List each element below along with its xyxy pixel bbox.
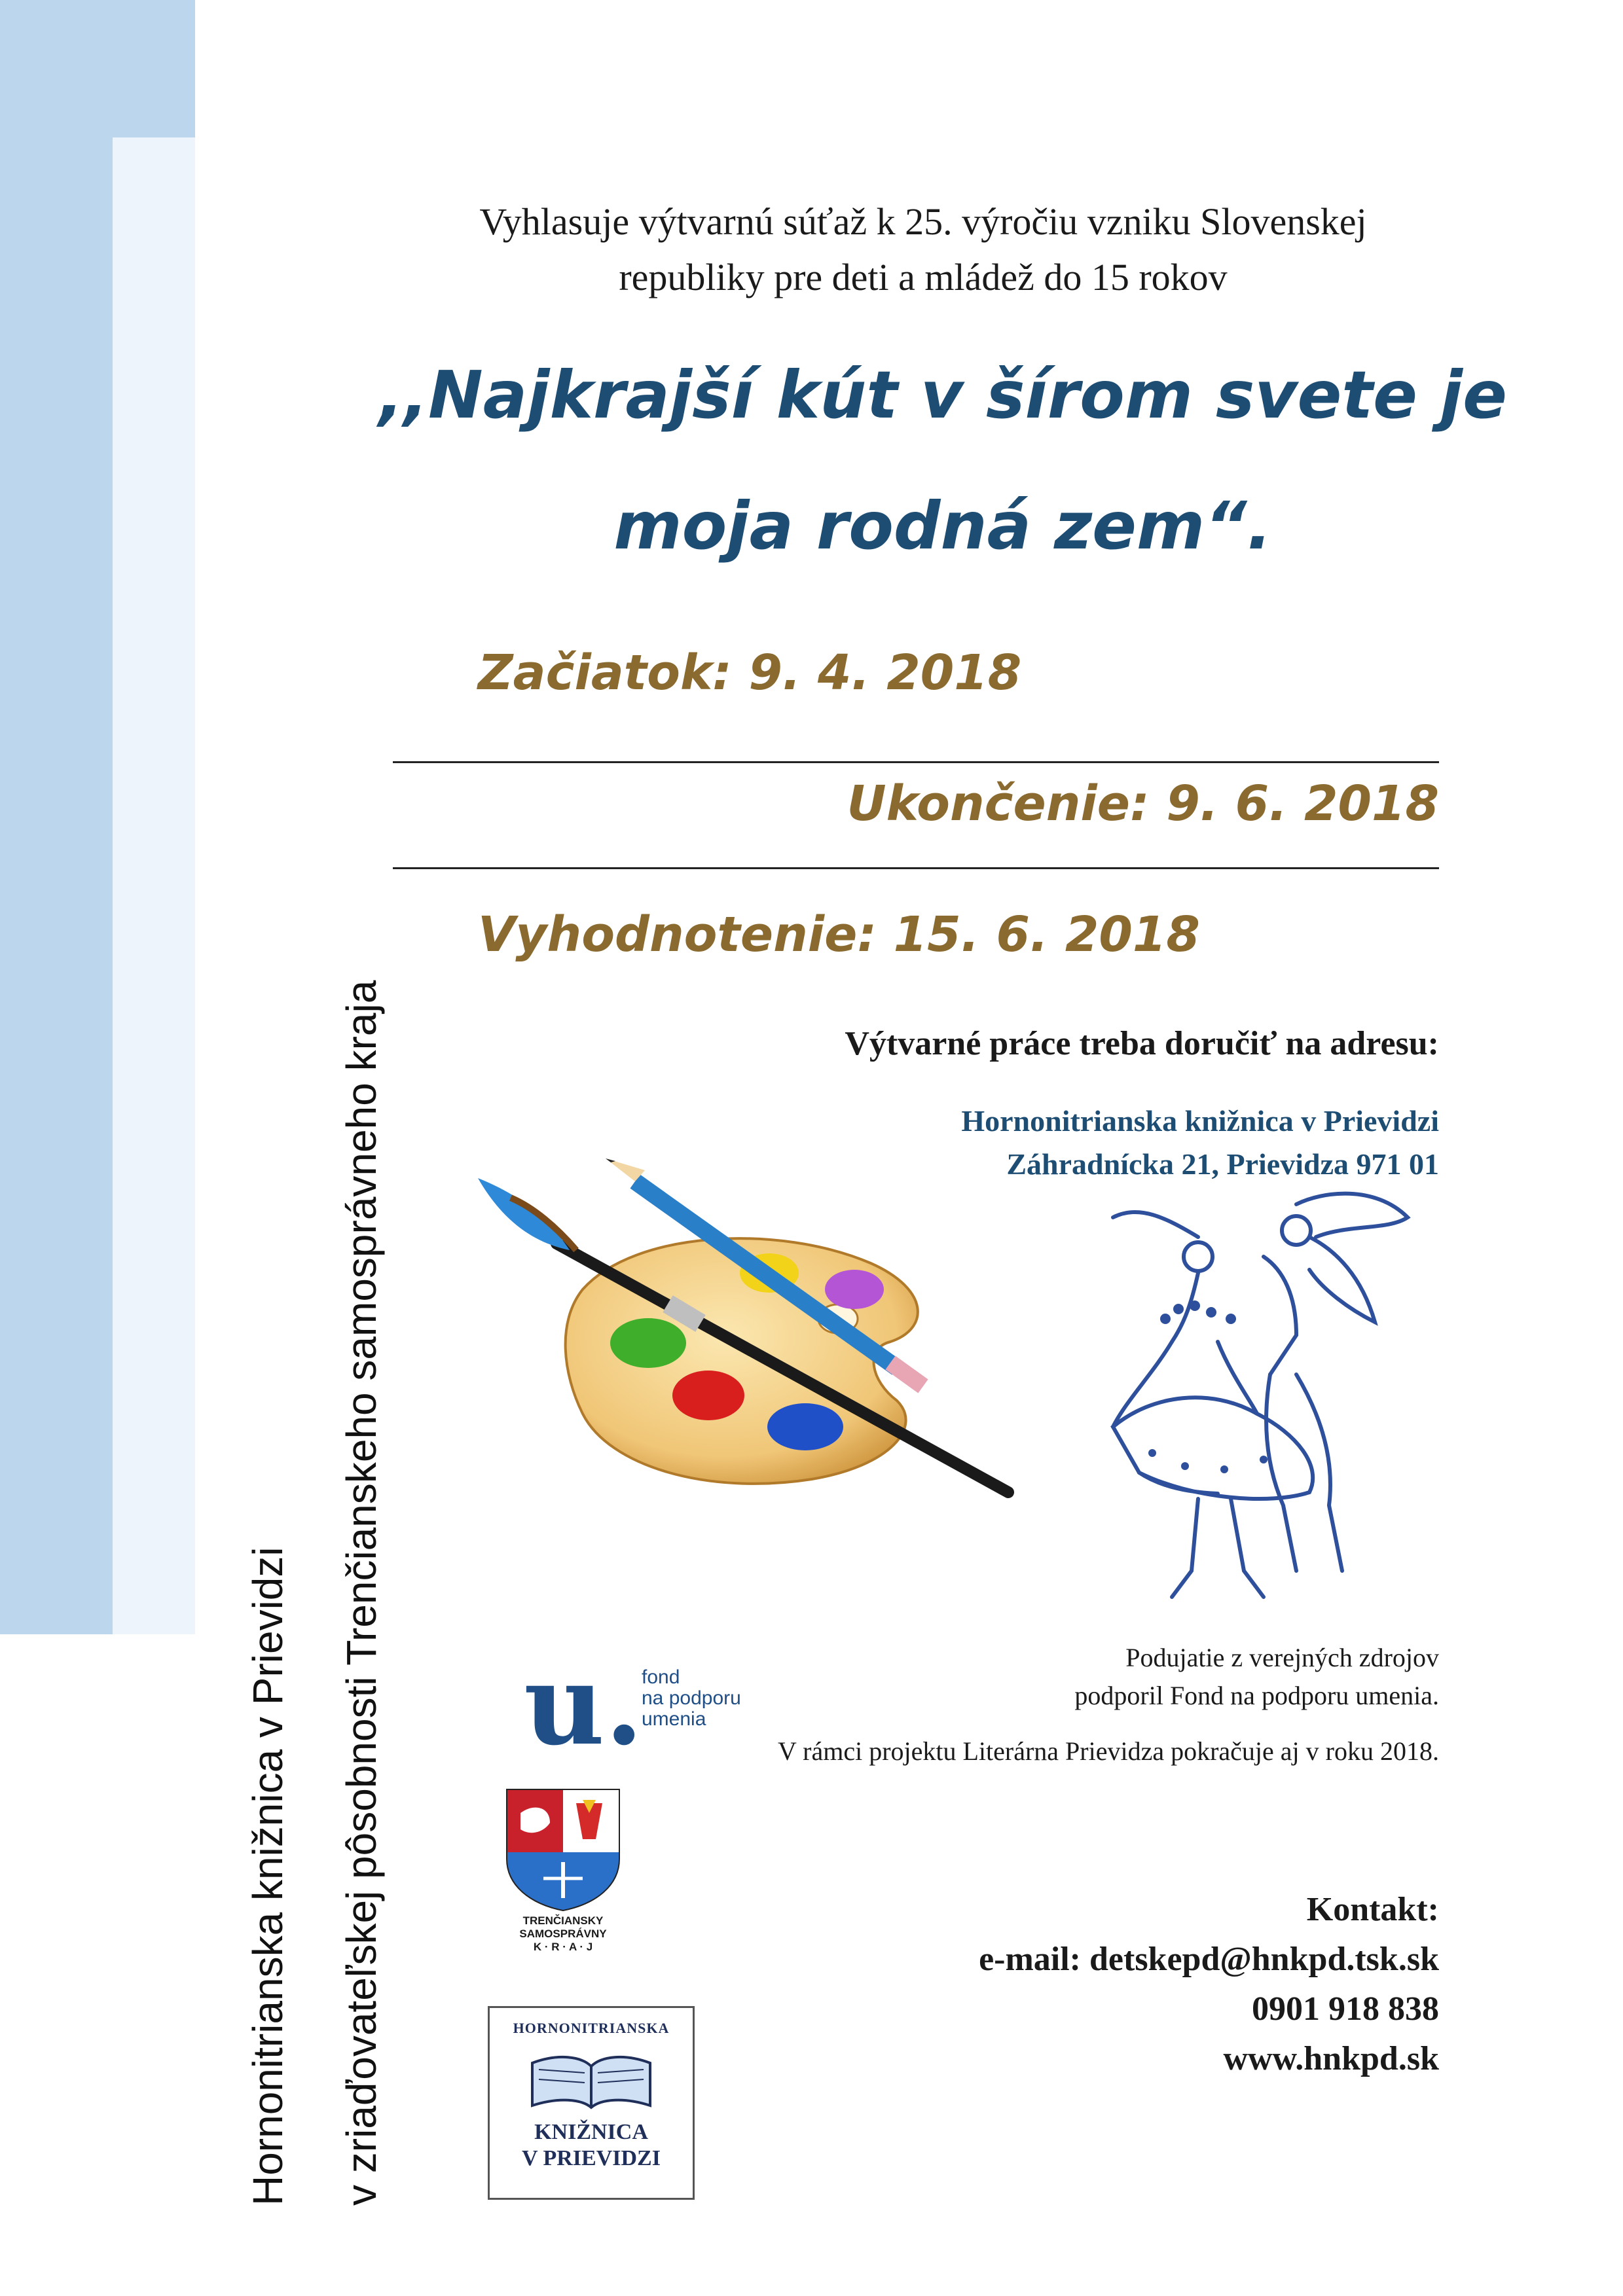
delivery-heading: Výtvarné práce treba doručiť na adresu: bbox=[845, 1025, 1439, 1062]
hnk-logo-text-1: HORNONITRIANSKA bbox=[513, 2020, 670, 2036]
start-date: Začiatok: 9. 4. 2018 bbox=[478, 645, 1022, 701]
divider-line bbox=[393, 867, 1439, 869]
divider-line bbox=[393, 761, 1439, 763]
address-line-2: Záhradnícka 21, Prievidza 971 01 bbox=[1006, 1147, 1439, 1181]
tsk-logo-text-3: K · R · A · J bbox=[533, 1941, 593, 1953]
contact-phone: 0901 918 838 bbox=[1252, 1990, 1439, 2028]
trenciansky-kraj-logo bbox=[498, 1787, 629, 1957]
support-line-3: V rámci projektu Literárna Prievidza pokračuje aj v roku 2018. bbox=[777, 1736, 1439, 1766]
tsk-logo-text-2: SAMOSPRÁVNY bbox=[519, 1928, 607, 1940]
fond-na-podporu-umenia-logo bbox=[524, 1640, 838, 1770]
support-line-1: Podujatie z verejných zdrojov bbox=[1125, 1643, 1439, 1672]
tsk-logo-text-1: TRENČIANSKY bbox=[522, 1914, 604, 1927]
competition-title-line-1: ,,Najkrajší kút v šírom svete je bbox=[378, 357, 1507, 433]
folk-dancers-illustration bbox=[1100, 1178, 1427, 1623]
competition-title-line-2: moja rodná zem“. bbox=[613, 488, 1272, 564]
end-date: Ukončenie: 9. 6. 2018 bbox=[847, 776, 1439, 832]
vertical-library-name: Hornonitrianska knižnica v Prievidzi bbox=[244, 1547, 291, 2206]
support-line-2: podporil Fond na podporu umenia. bbox=[1074, 1681, 1439, 1710]
open-book-icon bbox=[526, 2043, 657, 2115]
left-decor-bar-top bbox=[113, 0, 195, 137]
address-line-1: Hornonitrianska knižnica v Prievidzi bbox=[961, 1104, 1439, 1138]
intro-line-2: republiky pre deti a mládež do 15 rokov bbox=[619, 256, 1228, 298]
intro-line-1: Vyhlasuje výtvarnú súťaž k 25. výročiu vzniku Slovenskej bbox=[479, 200, 1367, 243]
paint-palette-illustration bbox=[471, 1152, 1074, 1518]
fond-logo-mark: u. bbox=[524, 1640, 644, 1770]
contact-website[interactable]: www.hnkpd.sk bbox=[1223, 2040, 1439, 2077]
evaluation-date: Vyhodnotenie: 15. 6. 2018 bbox=[478, 906, 1200, 963]
hornonitrianska-kniznica-logo bbox=[488, 2006, 695, 2200]
fond-logo-text-2: na podporu bbox=[642, 1687, 741, 1709]
hnk-logo-text-2: KNIŽNICA bbox=[534, 2120, 648, 2144]
fond-logo-text-3: umenia bbox=[642, 1708, 706, 1730]
contact-email[interactable]: e-mail: detskepd@hnkpd.tsk.sk bbox=[979, 1941, 1439, 1978]
fond-logo-text-1: fond bbox=[642, 1666, 680, 1688]
hnk-logo-text-3: V PRIEVIDZI bbox=[522, 2146, 661, 2170]
left-decor-bar-light bbox=[113, 137, 195, 1634]
coat-of-arms-icon bbox=[504, 1787, 622, 1911]
contact-heading: Kontakt: bbox=[1306, 1891, 1439, 1928]
vertical-founder-text: v zriaďovateľskej pôsobnosti Trenčianskeho samosprávneho kraja bbox=[338, 980, 385, 2206]
